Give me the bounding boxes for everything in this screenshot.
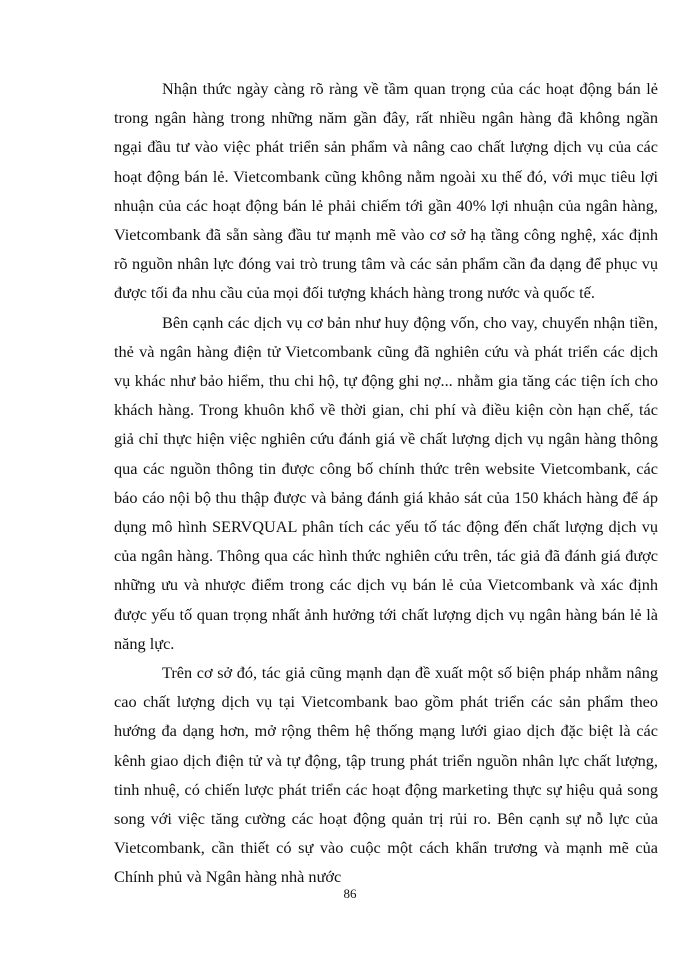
paragraph-services-and-research: Bên cạnh các dịch vụ cơ bản như huy động vốn, cho vay, chuyển nhận tiền, thẻ và ngân hàng điện tử Vietcombank cũng đã nghiên cứu và phát triển các dịch vụ khác như bảo hiểm, thu chi hộ, tự động ghi nợ... nhằm gia tăng các tiện ích cho khách hàng. Trong khuôn khổ về thời gian, chi phí và điều kiện còn hạn chế, tác giả chỉ thực hiện việc nghiên cứu đánh giá về chất lượng dịch vụ ngân hàng thông qua các nguồn thông tin được công bố chính thức trên website Vietcombank, các báo cáo nội bộ thu thập được và bảng đánh giá khảo sát của 150 khách hàng để áp dụng mô hình SERVQUAL phân tích các yếu tố tác động đến chất lượng dịch vụ của ngân hàng. Thông qua các hình thức nghiên cứu trên, tác giả đã đánh giá được những ưu và nhược điểm trong các dịch vụ bán lẻ của Vietcombank và xác định được yếu tố quan trọng nhất ảnh hưởng tới chất lượng dịch vụ ngân hàng bán lẻ là năng lực. [114, 312, 658, 653]
paragraph-proposed-measures: Trên cơ sở đó, tác giả cũng mạnh dạn đề xuất một số biện pháp nhằm nâng cao chất lượng dịch vụ tại Vietcombank bao gồm phát triển các sản phẩm theo hướng đa dạng hơn, mở rộng thêm hệ thống mạng lưới giao dịch đặc biệt là các kênh giao dịch điện tử và tự động, tập trung phát triển nguồn nhân lực chất lượng, tinh nhuệ, có chiến lược phát triển các hoạt động marketing thực sự hiệu quả song song với việc tăng cường các hoạt động quản trị rủi ro. Bên cạnh sự nỗ lực của Vietcombank, cần thiết có sự vào cuộc một cách khẩn trương và mạnh mẽ của Chính phủ và Ngân hàng nhà nước [114, 663, 658, 887]
body-text [114, 74, 658, 892]
paragraph-retail-banking-importance: Nhận thức ngày càng rõ ràng về tầm quan trọng của các hoạt động bán lẻ trong ngân hàng trong những năm gần đây, rất nhiều ngân hàng đã không ngần ngại đầu tư vào việc phát triển sản phẩm và nâng cao chất lượng dịch vụ của các hoạt động bán lẻ. Vietcombank cũng không nằm ngoài xu thế đó, với mục tiêu lợi nhuận của các hoạt động bán lẻ phải chiếm tới gần 40% lợi nhuận của ngân hàng, Vietcombank đã sẵn sàng đầu tư mạnh mẽ vào cơ sở hạ tầng công nghệ, xác định rõ nguồn nhân lực đóng vai trò trung tâm và các sản phẩm cần đa dạng để phục vụ được tối đa nhu cầu của mọi đối tượng khách hàng trong nước và quốc tế. [114, 79, 658, 303]
page-number: 86 [343, 886, 357, 901]
